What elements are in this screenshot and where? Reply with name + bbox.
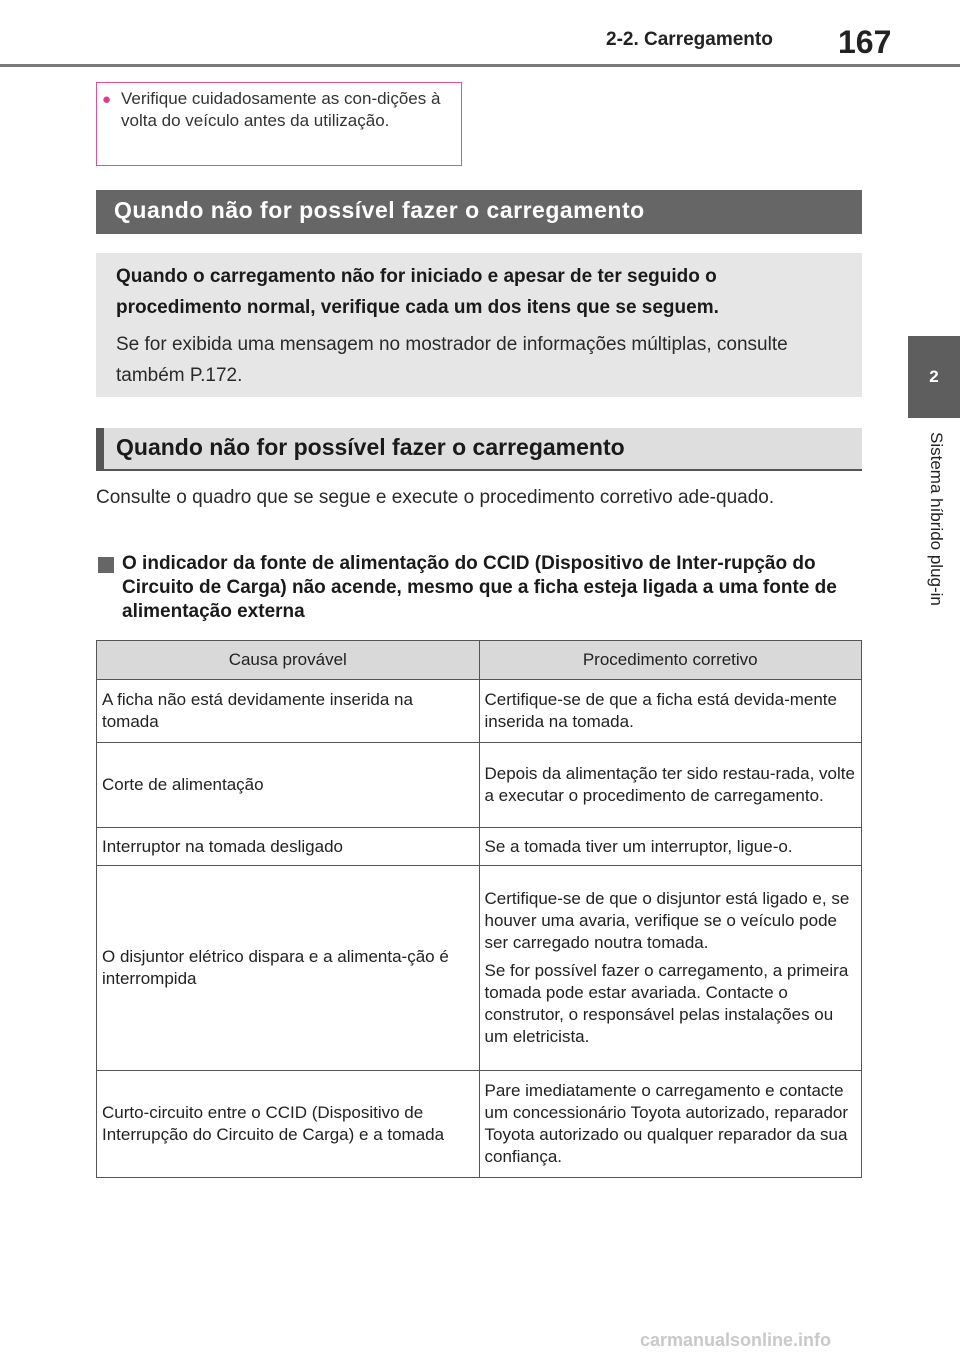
procedure-text: Certifique-se de que o disjuntor está ligado e, se houver uma avaria, verifique se o veículo pode ser carregado noutra tomada. [484, 889, 850, 952]
chapter-label: Sistema híbrido plug-in [927, 432, 946, 606]
summary-text: Se for exibida uma mensagem no mostrador de informações múltiplas, consulte também P.172. [116, 334, 788, 386]
section-title: 2-2. Carregamento [606, 29, 773, 50]
summary-box [96, 253, 862, 397]
section-heading: Quando não for possível fazer o carregamento [96, 190, 862, 234]
square-bullet-icon [98, 557, 114, 573]
bullet-circle-icon: ● [102, 91, 112, 108]
cause-cell: O disjuntor elétrico dispara e a alimenta-ção é interrompida [97, 866, 480, 1071]
procedure-text: Certifique-se de que a ficha está devida-mente inserida na tomada. [484, 690, 837, 731]
procedure-cell [479, 828, 862, 866]
column-header-cause: Causa provável [97, 641, 480, 680]
header-rule [0, 64, 960, 67]
page-number: 167 [838, 24, 892, 60]
cause-cell: A ficha não está devidamente inserida na tomada [97, 680, 480, 743]
subsection-heading: Quando não for possível fazer o carregamento [96, 428, 862, 471]
procedure-text: Pare imediatamente o carregamento e contacte um concessionário Toyota autorizado, reparador Toyota autorizado ou qualquer reparador da sua confiança. [484, 1081, 849, 1166]
procedure-text: Depois da alimentação ter sido restau-rada, volte a executar o procedimento de carregamento. [484, 764, 855, 805]
procedure-text: Se a tomada tiver um interruptor, ligue-o. [484, 836, 793, 856]
cause-cell: Curto-circuito entre o CCID (Dispositivo de Interrupção do Circuito de Carga) e a tomada [97, 1071, 480, 1178]
watermark: carmanualsonline.info [640, 1330, 832, 1350]
caution-box [96, 82, 462, 166]
chapter-tab [908, 336, 960, 418]
procedure-cell [479, 680, 862, 743]
table-row [97, 828, 862, 866]
table-row [97, 743, 862, 828]
procedure-cell [479, 743, 862, 828]
troubleshooting-table [96, 640, 862, 1178]
table-header-row [97, 641, 862, 680]
intro-text: Consulte o quadro que se segue e execute o procedimento corretivo ade-quado. [96, 487, 775, 508]
table-row [97, 680, 862, 743]
table-row [97, 1071, 862, 1178]
procedure-text: Se for possível fazer o carregamento, a primeira tomada pode estar avariada. Contacte o construtor, o responsável pelas instalações ou um eletricista. [484, 961, 849, 1046]
cause-cell: Corte de alimentação [97, 743, 480, 828]
procedure-cell [479, 866, 862, 1071]
column-header-procedure: Procedimento corretivo [479, 641, 862, 680]
table-row [97, 866, 862, 1071]
bullet-heading: O indicador da fonte de alimentação do CCID (Dispositivo de Inter-rupção do Circuito de Carga) não acende, mesmo que a ficha esteja ligada a uma fonte de alimentação externa [122, 553, 837, 622]
cause-cell: Interruptor na tomada desligado [97, 828, 480, 866]
chapter-number: 2 [929, 367, 939, 386]
caution-text: Verifique cuidadosamente as con-dições à volta do veículo antes da utilização. [121, 89, 441, 130]
procedure-cell [479, 1071, 862, 1178]
summary-bold-text: Quando o carregamento não for iniciado e apesar de ter seguido o procedimento normal, verifique cada um dos itens que se seguem. [116, 266, 719, 318]
